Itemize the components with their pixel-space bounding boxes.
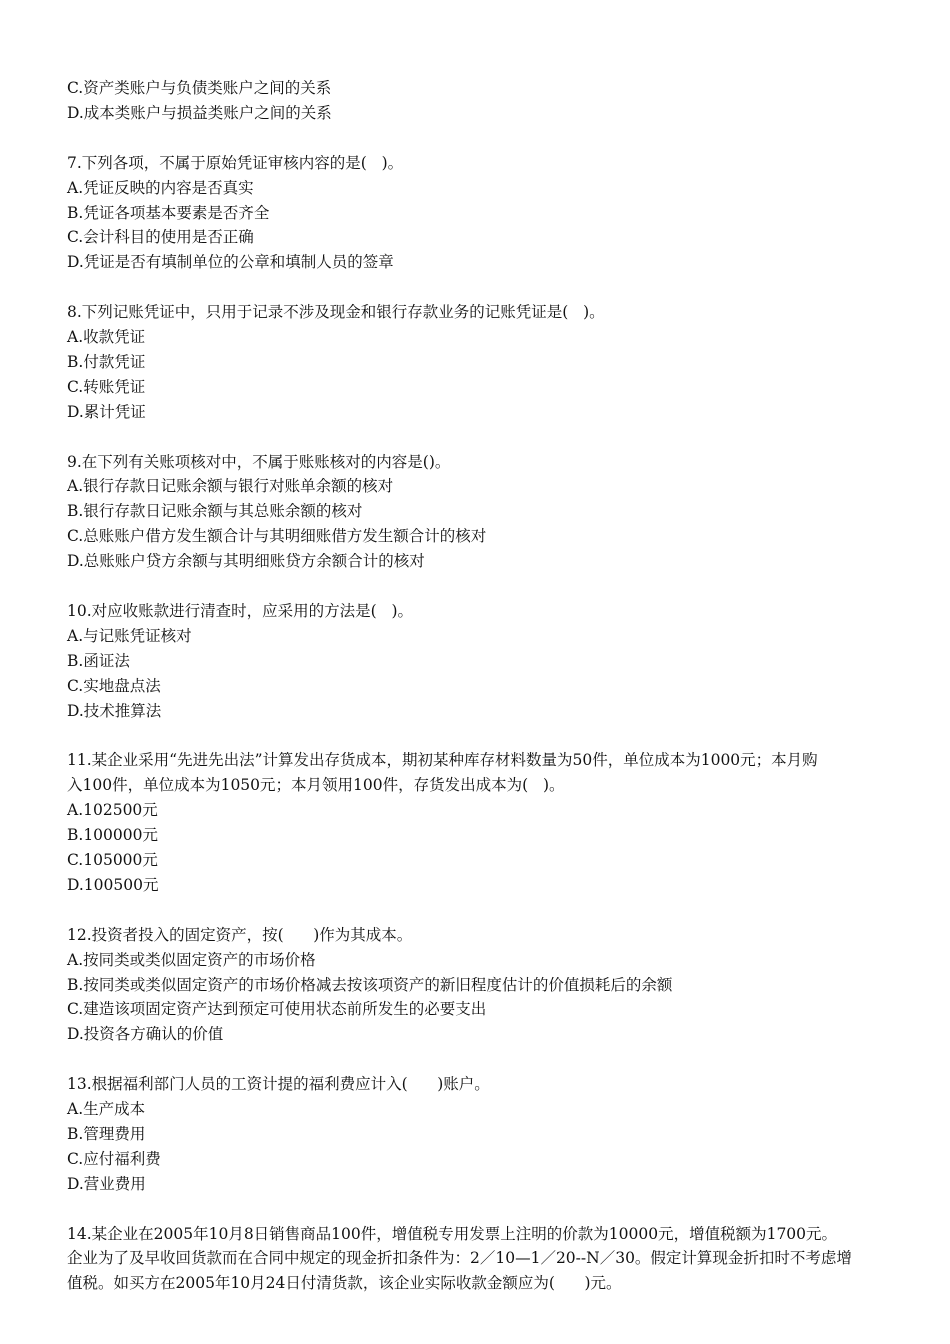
question-10-stem: 10.对应收账款进行清查时，应采用的方法是( )。	[67, 601, 414, 620]
question-10-option-c: C.实地盘点法	[67, 676, 161, 695]
question-7-option-d: D.凭证是否有填制单位的公章和填制人员的签章	[67, 253, 394, 272]
question-8-stem: 8.下列记账凭证中，只用于记录不涉及现金和银行存款业务的记账凭证是( )。	[67, 303, 605, 322]
question-10-option-b: B.函证法	[67, 651, 130, 670]
question-13-option-c: C.应付福利费	[67, 1149, 161, 1168]
question-13-option-d: D.营业费用	[67, 1174, 146, 1193]
question-14-stem-line-1: 14.某企业在2005年10月8日销售商品100件，增值税专用发票上注明的价款为10000元，增值税额为1700元。	[67, 1224, 838, 1243]
question-12-option-b: B.按同类或类似固定资产的市场价格减去按该项资产的新旧程度估计的价值损耗后的余额	[67, 975, 673, 994]
spacer	[67, 898, 897, 923]
spacer	[67, 574, 897, 599]
question-7-option-c: C.会计科目的使用是否正确	[67, 228, 254, 247]
question-7-option-a: A.凭证反映的内容是否真实	[67, 178, 254, 197]
question-13-stem: 13.根据福利部门人员的工资计提的福利费应计入( )账户。	[67, 1075, 490, 1094]
question-12-option-c: C.建造该项固定资产达到预定可使用状态前所发生的必要支出	[67, 1000, 487, 1019]
question-7-option-b: B.凭证各项基本要素是否齐全	[67, 203, 270, 222]
document-page	[67, 76, 897, 1296]
question-9-option-b: B.银行存款日记账余额与其总账余额的核对	[67, 502, 363, 521]
spacer	[67, 1197, 897, 1222]
question-10-option-d: D.技术推算法	[67, 701, 162, 720]
question-8-option-d: D.累计凭证	[67, 402, 146, 421]
prev-question-option-c: C.资产类账户与负债类账户之间的关系	[67, 79, 332, 97]
question-8-option-a: A.收款凭证	[67, 328, 146, 347]
question-11-option-b: B.100000元	[67, 826, 158, 845]
question-8-option-b: B.付款凭证	[67, 352, 146, 371]
spacer	[67, 126, 897, 151]
spacer	[67, 275, 897, 300]
spacer	[67, 724, 897, 749]
question-12-stem: 12.投资者投入的固定资产，按( )作为其成本。	[67, 925, 413, 944]
spacer	[67, 1047, 897, 1072]
question-11-option-c: C.105000元	[67, 851, 158, 870]
question-12-option-d: D.投资各方确认的价值	[67, 1025, 224, 1044]
question-12-option-a: A.按同类或类似固定资产的市场价格	[67, 950, 316, 969]
spacer	[67, 425, 897, 450]
question-9-option-a: A.银行存款日记账余额与银行对账单余额的核对	[67, 477, 394, 496]
question-10-option-a: A.与记账凭证核对	[67, 626, 192, 645]
question-13-option-b: B.管理费用	[67, 1124, 146, 1143]
question-14-stem-line-2: 企业为了及早收回货款而在合同中规定的现金折扣条件为：2／10—1／20--N／30。假定计算现金折扣时不考虑增	[67, 1249, 852, 1268]
question-11-option-a: A.102500元	[67, 801, 158, 820]
question-9-stem: 9.在下列有关账项核对中，不属于账账核对的内容是()。	[67, 452, 451, 471]
question-11-stem-line-1: 11.某企业采用“先进先出法”计算发出存货成本，期初某种库存材料数量为50件，单位成本为1000元；本月购	[67, 751, 818, 770]
question-9-option-d: D.总账账户贷方余额与其明细账贷方余额合计的核对	[67, 552, 425, 571]
question-9-option-c: C.总账账户借方发生额合计与其明细账借方发生额合计的核对	[67, 527, 487, 546]
question-8-option-c: C.转账凭证	[67, 377, 146, 396]
question-11-option-d: D.100500元	[67, 875, 159, 894]
question-11-stem-line-2: 入100件，单位成本为1050元；本月领用100件，存货发出成本为( )。	[67, 776, 565, 795]
question-7-stem: 7.下列各项，不属于原始凭证审核内容的是( )。	[67, 153, 404, 172]
question-13-option-a: A.生产成本	[67, 1100, 146, 1119]
question-14-stem-line-3: 值税。如买方在2005年10月24日付清货款，该企业实际收款金额应为( )元。	[67, 1274, 622, 1293]
prev-question-option-d: D.成本类账户与损益类账户之间的关系	[67, 103, 332, 122]
